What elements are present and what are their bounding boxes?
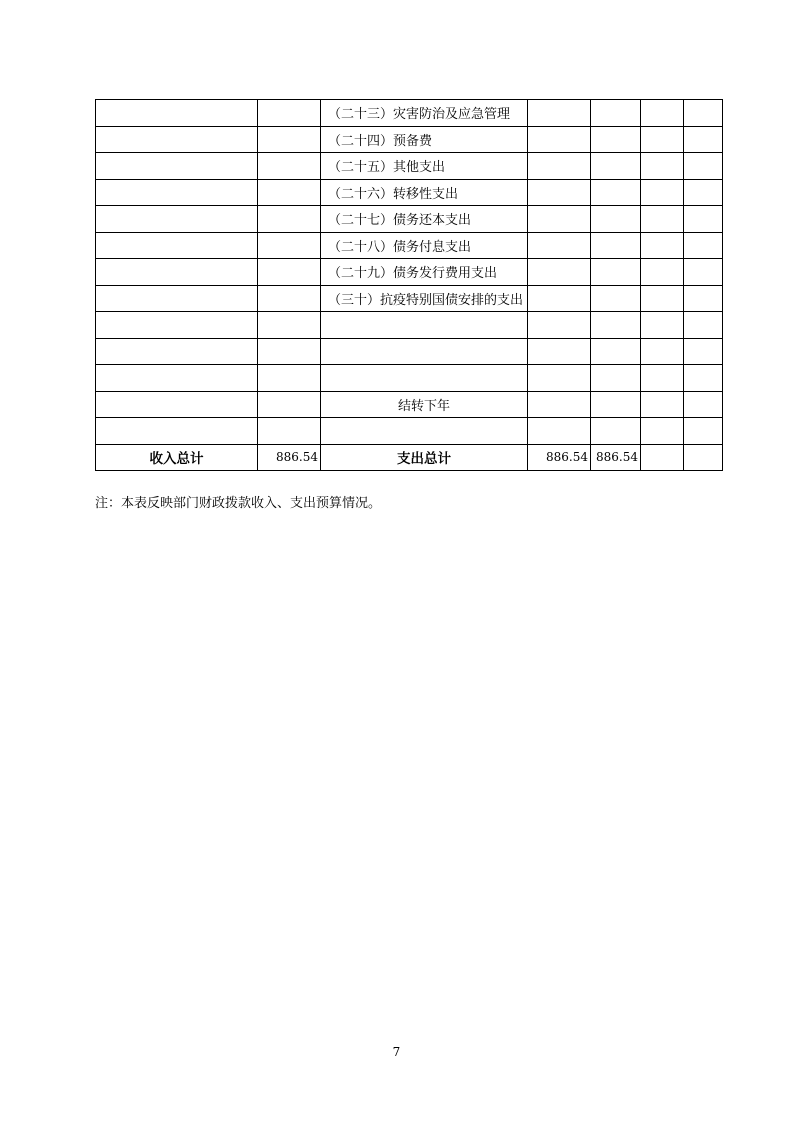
expense-other-cell bbox=[684, 179, 723, 206]
expense-other-cell bbox=[684, 444, 723, 471]
expense-other-cell bbox=[684, 100, 723, 127]
table-row bbox=[96, 126, 723, 153]
expense-fund-cell bbox=[641, 206, 684, 233]
expense-general-value: 886.54 bbox=[591, 444, 641, 471]
expense-general-cell bbox=[591, 418, 641, 445]
income-amount-cell bbox=[258, 153, 321, 180]
expense-fund-cell bbox=[641, 312, 684, 339]
income-item-cell bbox=[96, 259, 258, 286]
expense-item-cell: （二十七）债务还本支出 bbox=[321, 206, 528, 233]
income-amount-cell bbox=[258, 312, 321, 339]
expense-general-cell bbox=[591, 179, 641, 206]
expense-general-cell bbox=[591, 338, 641, 365]
page-number: 7 bbox=[392, 1045, 401, 1059]
table-row bbox=[96, 418, 723, 445]
expense-fund-cell bbox=[641, 285, 684, 312]
table-footnote: 注：本表反映部门财政拨款收入、支出预算情况。 bbox=[95, 496, 382, 511]
expense-total-cell bbox=[528, 100, 591, 127]
expense-total-cell bbox=[528, 259, 591, 286]
income-amount-cell bbox=[258, 365, 321, 392]
expense-general-cell bbox=[591, 259, 641, 286]
expense-other-cell bbox=[684, 232, 723, 259]
table-row bbox=[96, 232, 723, 259]
expense-total-cell bbox=[528, 126, 591, 153]
table-row bbox=[96, 391, 723, 418]
expense-item-cell bbox=[321, 312, 528, 339]
expense-total-value: 886.54 bbox=[528, 444, 591, 471]
expense-total-cell bbox=[528, 338, 591, 365]
expense-general-cell bbox=[591, 312, 641, 339]
income-amount-cell bbox=[258, 285, 321, 312]
income-item-cell bbox=[96, 126, 258, 153]
expense-fund-cell bbox=[641, 126, 684, 153]
expense-fund-cell bbox=[641, 259, 684, 286]
income-total-value: 886.54 bbox=[258, 444, 321, 471]
expense-total-cell bbox=[528, 365, 591, 392]
income-item-cell bbox=[96, 153, 258, 180]
expense-other-cell bbox=[684, 153, 723, 180]
income-item-cell bbox=[96, 391, 258, 418]
expense-total-cell bbox=[528, 418, 591, 445]
expense-other-cell bbox=[684, 312, 723, 339]
income-amount-cell bbox=[258, 126, 321, 153]
expense-other-cell bbox=[684, 391, 723, 418]
table-row bbox=[96, 259, 723, 286]
income-item-cell bbox=[96, 285, 258, 312]
expense-general-cell bbox=[591, 100, 641, 127]
expense-item-cell bbox=[321, 365, 528, 392]
income-item-cell bbox=[96, 312, 258, 339]
income-amount-cell bbox=[258, 391, 321, 418]
income-amount-cell bbox=[258, 418, 321, 445]
expense-other-cell bbox=[684, 126, 723, 153]
table-row bbox=[96, 365, 723, 392]
income-item-cell bbox=[96, 179, 258, 206]
expense-fund-cell bbox=[641, 232, 684, 259]
expense-other-cell bbox=[684, 418, 723, 445]
income-item-cell bbox=[96, 206, 258, 233]
income-amount-cell bbox=[258, 206, 321, 233]
expense-other-cell bbox=[684, 206, 723, 233]
expense-other-cell bbox=[684, 365, 723, 392]
income-amount-cell bbox=[258, 232, 321, 259]
table-row bbox=[96, 338, 723, 365]
carry-forward-label: 结转下年 bbox=[321, 391, 528, 418]
expense-total-cell bbox=[528, 312, 591, 339]
expense-fund-cell bbox=[641, 338, 684, 365]
expense-general-cell bbox=[591, 232, 641, 259]
total-row bbox=[96, 444, 723, 471]
expense-item-cell: （三十）抗疫特别国债安排的支出 bbox=[321, 285, 528, 312]
expense-general-cell bbox=[591, 391, 641, 418]
expense-general-cell bbox=[591, 153, 641, 180]
expense-total-cell bbox=[528, 232, 591, 259]
expense-general-cell bbox=[591, 206, 641, 233]
income-item-cell bbox=[96, 418, 258, 445]
income-amount-cell bbox=[258, 259, 321, 286]
income-total-label: 收入总计 bbox=[96, 444, 258, 471]
table-row bbox=[96, 285, 723, 312]
expense-fund-cell bbox=[641, 444, 684, 471]
expense-fund-cell bbox=[641, 179, 684, 206]
expense-total-cell bbox=[528, 179, 591, 206]
expense-other-cell bbox=[684, 338, 723, 365]
budget-table-body bbox=[96, 100, 723, 471]
table-row bbox=[96, 100, 723, 127]
expense-general-cell bbox=[591, 285, 641, 312]
expense-item-cell: （二十三）灾害防治及应急管理 bbox=[321, 100, 528, 127]
income-item-cell bbox=[96, 100, 258, 127]
expense-fund-cell bbox=[641, 365, 684, 392]
budget-table bbox=[95, 99, 723, 471]
income-item-cell bbox=[96, 232, 258, 259]
income-amount-cell bbox=[258, 338, 321, 365]
expense-item-cell: （二十五）其他支出 bbox=[321, 153, 528, 180]
expense-total-cell bbox=[528, 391, 591, 418]
expense-total-cell bbox=[528, 206, 591, 233]
expense-total-cell bbox=[528, 153, 591, 180]
expense-general-cell bbox=[591, 365, 641, 392]
expense-item-cell: （二十八）债务付息支出 bbox=[321, 232, 528, 259]
income-item-cell bbox=[96, 338, 258, 365]
expense-fund-cell bbox=[641, 100, 684, 127]
table-row bbox=[96, 179, 723, 206]
expense-item-cell: （二十四）预备费 bbox=[321, 126, 528, 153]
income-amount-cell bbox=[258, 179, 321, 206]
expense-item-cell bbox=[321, 418, 528, 445]
expense-other-cell bbox=[684, 259, 723, 286]
income-amount-cell bbox=[258, 100, 321, 127]
expense-total-cell bbox=[528, 285, 591, 312]
expense-fund-cell bbox=[641, 153, 684, 180]
table-row bbox=[96, 153, 723, 180]
table-row bbox=[96, 206, 723, 233]
table-row bbox=[96, 312, 723, 339]
expense-other-cell bbox=[684, 285, 723, 312]
expense-fund-cell bbox=[641, 391, 684, 418]
expense-fund-cell bbox=[641, 418, 684, 445]
expense-item-cell bbox=[321, 338, 528, 365]
expense-item-cell: （二十九）债务发行费用支出 bbox=[321, 259, 528, 286]
expense-item-cell: （二十六）转移性支出 bbox=[321, 179, 528, 206]
income-item-cell bbox=[96, 365, 258, 392]
expense-total-label: 支出总计 bbox=[321, 444, 528, 471]
expense-general-cell bbox=[591, 126, 641, 153]
